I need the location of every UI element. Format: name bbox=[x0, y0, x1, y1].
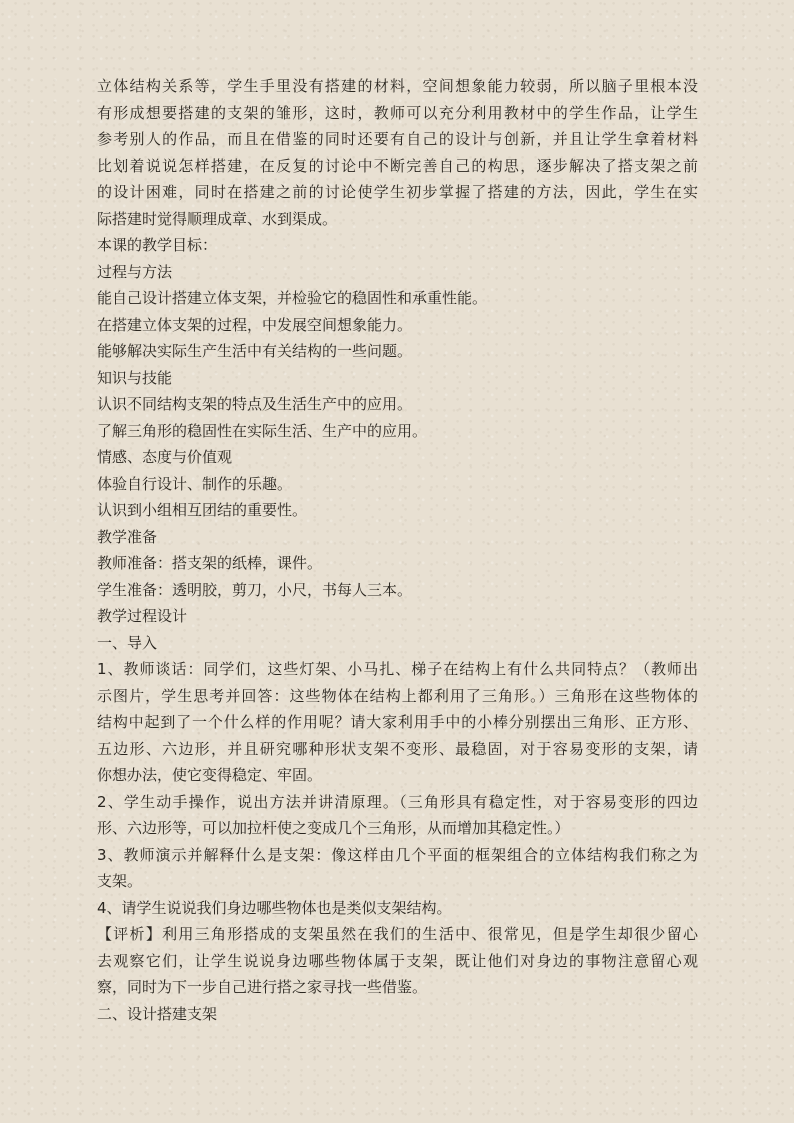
text-line: 有形成想要搭建的支架的雏形，这时，教师可以充分利用教材中的学生作品，让学生 bbox=[97, 103, 698, 122]
text-line: 立体结构关系等，学生手里没有搭建的材料，空间想象能力较弱，所以脑子里根本没 bbox=[97, 77, 698, 95]
text-line: 本课的教学目标： bbox=[97, 236, 218, 254]
text-line: 了解三角形的稳固性在实际生活、生产中的应用。 bbox=[97, 421, 428, 440]
text-line: 教学过程设计 bbox=[97, 607, 188, 625]
text-line: 去观察它们，让学生说说身边哪些物体属于支架，既让他们对身边的事物注意留心观 bbox=[97, 951, 698, 970]
text-line: 1、教师谈话：同学们，这些灯架、小马扎、梯子在结构上有什么共同特点？（教师出 bbox=[97, 660, 698, 678]
text-line: 教师准备：搭支架的纸棒，课件。 bbox=[97, 554, 323, 572]
text-line: 4、请学生说说我们身边哪些物体也是类似支架结构。 bbox=[97, 898, 452, 917]
text-line: 知识与技能 bbox=[97, 368, 173, 387]
text-line: 过程与方法 bbox=[97, 262, 173, 281]
text-line: 学生准备：透明胶，剪刀，小尺，书每人三本。 bbox=[97, 580, 413, 599]
text-line: 在搭建立体支架的过程，中发展空间想象能力。 bbox=[97, 315, 413, 334]
text-line: 示图片，学生思考并回答：这些物体在结构上都利用了三角形。）三角形在这些物体的 bbox=[97, 686, 698, 705]
text-line: 形、六边形等，可以加拉杆使之变成几个三角形，从而增加其稳定性。） bbox=[97, 819, 570, 837]
text-line: 认识到小组相互团结的重要性。 bbox=[97, 501, 308, 519]
text-line: 二、设计搭建支架 bbox=[97, 1004, 218, 1023]
text-line: 教学准备 bbox=[97, 527, 158, 546]
text-line: 结构中起到了一个什么样的作用呢？请大家利用手中的小棒分别摆出三角形、正方形、 bbox=[97, 713, 698, 731]
text-line: 五边形、六边形，并且研究哪种形状支架不变形、最稳固，对于容易变形的支架，请 bbox=[97, 739, 698, 758]
text-line: 2、学生动手操作，说出方法并讲清原理。（三角形具有稳定性，对于容易变形的四边 bbox=[97, 792, 698, 811]
text-line: 能够解决实际生产生活中有关结构的一些问题。 bbox=[97, 342, 413, 360]
text-line: 【评析】利用三角形搭成的支架虽然在我们的生活中、很常见，但是学生却很少留心 bbox=[97, 925, 698, 943]
text-line: 比划着说说怎样搭建，在反复的讨论中不断完善自己的构思，逐步解决了搭支架之前 bbox=[97, 156, 698, 175]
text-line: 支架。 bbox=[97, 872, 143, 890]
document-body bbox=[97, 73, 698, 1027]
text-line: 认识不同结构支架的特点及生活生产中的应用。 bbox=[97, 395, 413, 413]
text-line: 3、教师演示并解释什么是支架：像这样由几个平面的框架组合的立体结构我们称之为 bbox=[97, 845, 698, 864]
text-line: 际搭建时觉得顺理成章、水到渠成。 bbox=[97, 209, 338, 228]
text-line: 体验自行设计、制作的乐趣。 bbox=[97, 474, 293, 493]
text-line: 参考别人的作品，而且在借鉴的同时还要有自己的设计与创新，并且让学生拿着材料 bbox=[97, 130, 698, 148]
text-line: 情感、态度与价值观 bbox=[97, 448, 233, 466]
text-line: 察，同时为下一步自己进行搭之家寻找一些借鉴。 bbox=[97, 978, 428, 996]
text-line: 你想办法，使它变得稳定、牢固。 bbox=[97, 766, 323, 784]
text-line: 能自己设计搭建立体支架，并检验它的稳固性和承重性能。 bbox=[97, 289, 488, 307]
text-line: 一、导入 bbox=[97, 633, 158, 652]
text-line: 的设计困难，同时在搭建之前的讨论使学生初步掌握了搭建的方法，因此，学生在实 bbox=[97, 183, 698, 201]
